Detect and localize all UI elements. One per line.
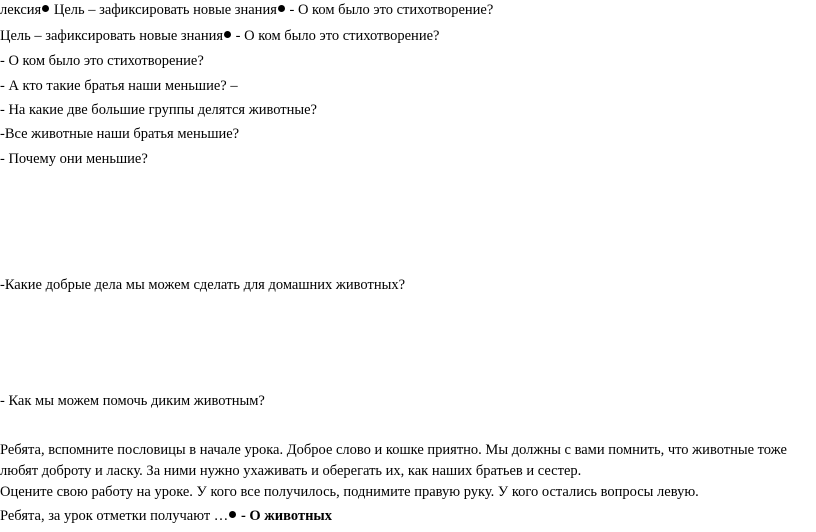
question-3: - На какие две большие группы делятся животные?	[0, 102, 317, 118]
text-line-1	[0, 1, 493, 19]
text-line-2	[0, 27, 439, 45]
bullet-icon	[278, 5, 285, 12]
text-line-last	[0, 507, 332, 525]
paragraph-proverbs: Ребята, вспомните пословицы в начале урока. Доброе слово и кошке приятно. Мы должны с вами помнить, что животные тоже любят доброту и ласку. За ними нужно ухаживать и оберегать их, как наших братьев и сестер.	[0, 442, 787, 479]
question-5: - Почему они меньшие?	[0, 151, 148, 167]
last-part-a: Ребята, за урок отметки получают …	[0, 508, 229, 524]
paragraph-self-assessment: Оцените свою работу на уроке. У кого все получилось, поднимите правую руку. У кого остались вопросы левую.	[0, 484, 699, 500]
line2-part-b: - О ком было это стихотворение?	[232, 28, 440, 44]
bullet-icon	[224, 31, 231, 38]
question-6: -Какие добрые дела мы можем сделать для домашних животных?	[0, 277, 406, 293]
question-7: - Как мы можем помочь диким животным?	[0, 393, 265, 409]
question-1: - О ком было это стихотворение?	[0, 53, 204, 69]
question-4: -Все животные наши братья меньшие?	[0, 126, 240, 142]
line2-part-a: Цель – зафиксировать новые знания	[0, 28, 224, 44]
line1-part-b: Цель – зафиксировать новые знания	[50, 2, 277, 18]
bullet-icon	[229, 511, 236, 518]
last-part-b: - О животных	[237, 508, 333, 524]
line1-part-c: - О ком было это стихотворение?	[285, 2, 494, 18]
line1-part-a: лексия	[0, 2, 42, 18]
question-2: - А кто такие братья наши меньшие? –	[0, 78, 238, 94]
bullet-icon	[42, 5, 49, 12]
